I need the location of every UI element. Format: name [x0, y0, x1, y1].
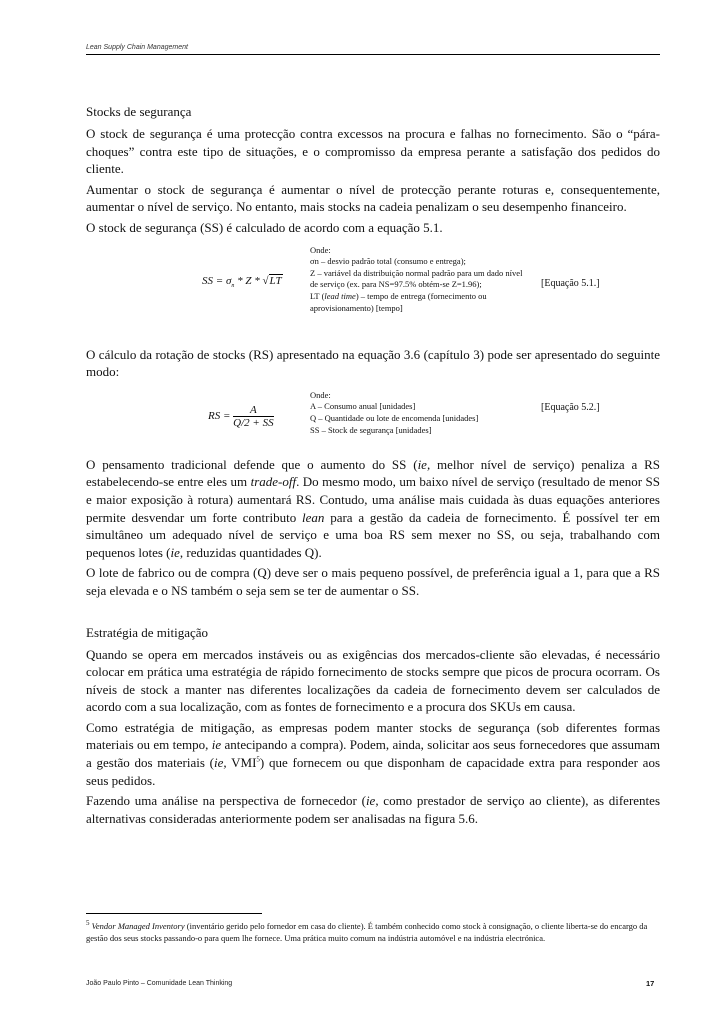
- eq2-den-q: Q: [233, 416, 242, 429]
- footnote-text: (inventário gerido pelo fornedor em casa do cliente). É também conhecido como stock à consignação, o cliente liberta-se do encargo da gestão dos seus stocks passando-o para quem lhe fornece. Uma prática muito comum na indústria automóvel e na indústria electrónica.: [86, 921, 648, 943]
- text-run-italic: ie: [365, 793, 376, 809]
- equation-5-1-ref: [Equação 5.1.]: [541, 277, 600, 289]
- paragraph: O cálculo da rotação de stocks (RS) apresentado na equação 3.6 (capítulo 3) pode ser apresentado do seguinte modo:: [86, 346, 660, 380]
- eq1-note-lt-rest: ) – tempo de entrega (fornecimento ou aprovisionamento) [tempo]: [310, 290, 487, 313]
- eq1-where: Onde:: [310, 244, 331, 255]
- page-body: [86, 104, 660, 830]
- text-run: , como prestador de serviço ao cliente), as diferentes alternativas consideradas anteriormente podem ser analisadas na figura 5.6.: [86, 793, 660, 826]
- paragraph: O stock de segurança é uma protecção contra excessos na procura e falhas no fornecimento. São o “pára-choques” contra este tipo de situações, e o compromisso da empresa perante a satisfação dos pedidos do cliente.: [86, 126, 660, 177]
- equation-5-1: [86, 245, 660, 344]
- paragraph: Quando se opera em mercados instáveis ou as exigências dos mercados-cliente são elevadas, é necessário colocar em prática uma estratégia de rápido fornecimento de stocks sempre que picos de procura ocorram. Os níveis de stock a manter nas diferentes localizações da cadeia de fornecimento devem ser calculados de acordo com a sua localização, com as fontes de fornecimento e a procura dos SKUs em causa.: [86, 646, 660, 715]
- paragraph: Aumentar o stock de segurança é aumentar o nível de protecção perante roturas e, consequentemente, aumentar o nível de serviço. No entanto, mais stocks na cadeia penalizam o seu desempenho financeiro.: [86, 181, 660, 215]
- eq2-lhs: RS =: [208, 409, 231, 422]
- eq2-fraction: [233, 404, 273, 429]
- text-run: . Do mesmo modo, um baixo nível de serviço (resultado de menor SS e maior exposição à rotura) aumentará RS. Contudo, uma análise mais cuidada às duas equações anteriores permite desvendar um forte contributo: [86, 474, 660, 525]
- text-run-italic: ie: [170, 544, 180, 560]
- eq1-note-lt: [310, 291, 530, 314]
- equation-5-2-notes: [310, 390, 530, 436]
- running-header: Lean Supply Chain Management: [86, 44, 188, 51]
- eq1-note: Z – variável da distribuição normal padrão para um dado nível de serviço (ex. para NS=97.5% obtém-se Z=1.96);: [310, 267, 523, 290]
- equation-5-1-notes: [310, 245, 530, 315]
- text-run: antecipando a compra). Podem, ainda, solicitar aos seus fornecedores que assumam a gestão dos materiais (: [86, 737, 660, 771]
- header-rule: [86, 54, 660, 55]
- text-run: , reduzidas quantidades Q).: [179, 544, 322, 560]
- equation-5-1-formula: SS = $\sigma_n$ * Z * √LT: [202, 274, 282, 289]
- text-run: VMI: [226, 755, 257, 771]
- paragraph-tradeoff: [86, 456, 660, 562]
- section-title-mitigation: Estratégia de mitigação: [86, 624, 209, 640]
- text-run-italic: ie,: [213, 755, 227, 771]
- paragraph: O stock de segurança (SS) é calculado de acordo com a equação 5.1.: [86, 219, 443, 235]
- text-run: para a gestão da cadeia de fornecimento. É possível ter em simultâneo um adequado nível de serviço e uma boa RS sem mexer no SS, ou seja, trabalhando com pequenos lotes (: [86, 509, 660, 560]
- eq1-z: * Z *: [237, 274, 260, 287]
- eq2-where: Onde:: [310, 389, 331, 400]
- eq2-note: SS – Stock de segurança [unidades]: [310, 424, 432, 435]
- eq1-sqrt-lt: LT: [269, 274, 282, 287]
- footnote-rule: [86, 913, 262, 914]
- eq1-note-lt-italic: lead time: [324, 290, 356, 301]
- footnote-term: Vendor Managed Inventory: [91, 921, 185, 931]
- eq2-note: Q – Quantidade ou lote de encomenda [unidades]: [310, 412, 479, 423]
- text-run-italic: lean: [302, 509, 325, 525]
- eq1-sigma-sub: n: [231, 282, 235, 289]
- text-run: ) que fornecem ou que disponham de capacidade extra para responder aos seus pedidos.: [86, 755, 661, 788]
- paragraph-vmi: [86, 719, 660, 789]
- text-run: melhor nível de serviço) penaliza a RS estabelecendo-se entre eles um: [86, 456, 660, 490]
- footnote-number: 5: [86, 919, 90, 928]
- eq2-note: A – Consumo anual [unidades]: [310, 401, 416, 412]
- footnote-ref: 5: [256, 755, 260, 764]
- text-run-italic: ie: [211, 737, 222, 753]
- text-run: Como estratégia de mitigação, as empresas podem manter stocks de segurança (sob diferentes formas materiais ou em tempo,: [86, 719, 660, 753]
- eq2-den-2: 2: [244, 416, 250, 429]
- equation-5-2: [86, 390, 660, 450]
- eq1-sigma: σ: [225, 274, 232, 287]
- eq2-numerator: A: [233, 404, 273, 417]
- paragraph-supplier: [86, 792, 660, 827]
- eq2-denominator: Q/2 + SS: [233, 416, 274, 429]
- section-title-safety-stock: Stocks de segurança: [86, 104, 192, 119]
- page-number: 17: [646, 979, 655, 988]
- equation-5-2-ref: [Equação 5.2.]: [541, 401, 600, 413]
- text-run-italic: trade-off: [250, 474, 297, 490]
- eq2-den-ss: + SS: [252, 416, 274, 429]
- text-run: O pensamento tradicional defende que o aumento do SS (: [86, 456, 418, 472]
- equation-5-2-formula: [208, 404, 274, 429]
- footer-author: João Paulo Pinto – Comunidade Lean Thinking: [86, 980, 233, 987]
- eq1-note: σn – desvio padrão total (consumo e entrega);: [310, 256, 466, 267]
- footnote: [86, 920, 660, 944]
- text-run: Fazendo uma análise na perspectiva de fornecedor (: [86, 793, 366, 809]
- paragraph: O lote de fabrico ou de compra (Q) deve ser o mais pequeno possível, de preferência igual a 1, para que a RS seja elevada e o NS também o seja sem se ter de aumentar o SS.: [86, 565, 660, 598]
- eq1-note-lt-term: LT (: [310, 290, 325, 301]
- text-run-italic: ie,: [417, 456, 431, 472]
- eq1-lhs: SS: [202, 274, 213, 287]
